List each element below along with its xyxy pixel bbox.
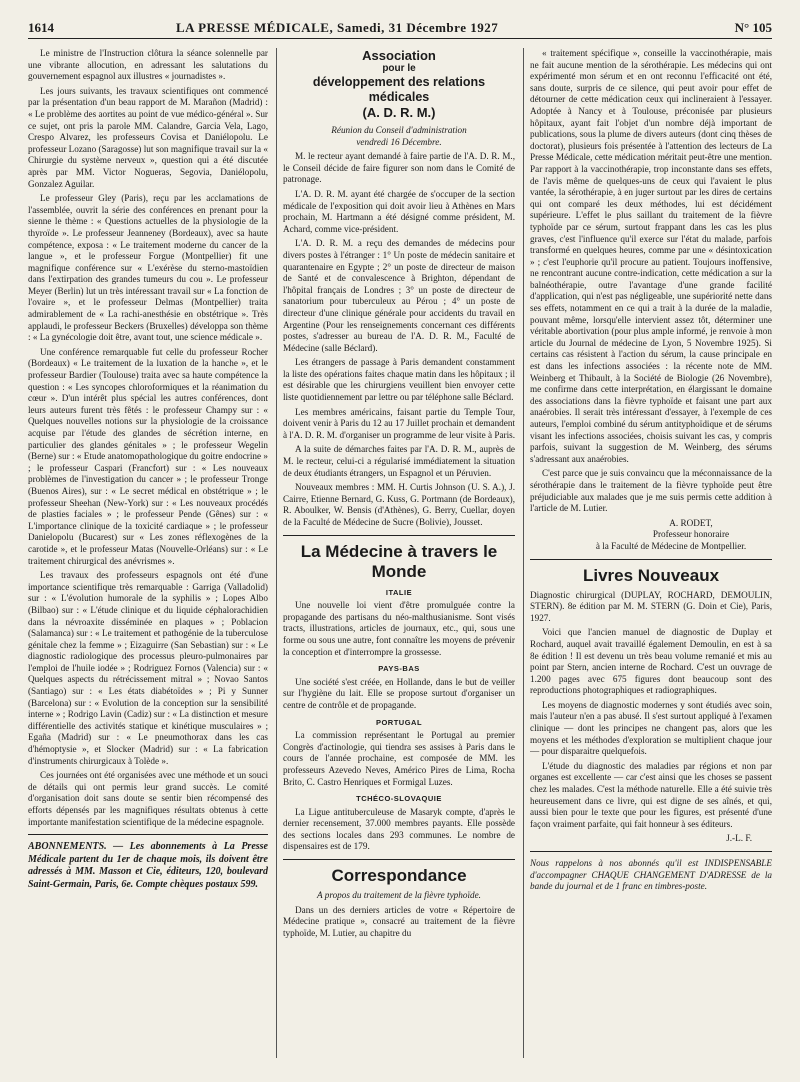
country-heading: PORTUGAL [375,717,423,727]
column-divider [523,48,524,1058]
country-heading: TCHÉCO-SLOVAQUIE [356,794,442,804]
country-heading: PAYS-BAS [378,664,420,674]
paragraph: Le ministre de l'Instruction clôtura la séance solennelle par une vibrante allocution, en adressant les salutations du gouvernement espagnol aux illustres « journadistes ». [28,48,268,82]
column-divider [276,48,277,1058]
meeting-line: Réunion du Conseil d'administration [331,125,467,135]
page-header [28,20,772,39]
paragraph: L'A. D. R. M. a reçu des demandes de médecins pour divers postes à l'étranger : 1° Un poste de médecin sanitaire et quarantenaire en Egypte ; 2° un poste de directeur de maison de Santé et de convalescence à Brighton, dépendant de l'hôpital français de Londres ; 3° un poste de directeur de sanatorium pour tuberculeux au Pérou ; 4° un poste de directeur d'une clinique générale pour accidents du travail en Argentine (Pour les renseignements concernant ces différents postes, s'adresser au bureau de l'A. D. R. M., Faculté de Médecine (salle Béclard). [283,238,515,353]
paragraph: A la suite de démarches faites par l'A. D. R. M., auprès de M. le recteur, celui-ci a régularisé immédiatement la situation de deux étudiants étrangers, un Espagnol et un Péruvien. [283,444,515,478]
paragraph: Les jours suivants, les travaux scientifiques ont commencé par la présentation d'un beau rapport de M. Marañon (Madrid) : « Le problème des aortites au point de vue médico-général ». Sur ce sujet, ont pris la parole MM. Calandre, Garcia Vela, Lago, Crespo Alvarez, les professeurs Covisa et Daniélopolu. Le professeur Lozano (Saragosse) lut son magnifique travail sur la « Chirurgie du système nerveux », question qui a été discutée après par MM. Victor Nogueras, Segovia, Daniélopolu, Gonzalez Aguilar. [28,85,268,189]
divider [283,859,515,860]
assoc-title: développement des relations médicales [312,75,486,104]
signature-title: Professeur honoraire [652,529,730,540]
signature-title: à la Faculté de Médecine de Montpellier. [595,540,747,551]
paragraph: Voici que l'ancien manuel de diagnostic de Duplay et Rochard, auquel avait travaillé également Demoulin, en est à sa 8e édition ! Il est devenu un très beau volume remanié et mis au point par Stern, ancien interne de Rochard. C'est un ouvrage de 1.200 pages avec 675 figures dont beaucoup sont des reproductions photographiques et radiographiques. [530,627,772,696]
paragraph: Nouveaux membres : MM. H. Curtis Johnson (U. S. A.), J. Cairre, Etienne Bernard, G. Kuss, G. Portmann (de Bordeaux), R. Aboulker, W. Bensis (d'Athènes), G. Berry, Cuellar, doyen de la Faculté de Médecine de Sucre (Bolivie), Jousset. [283,482,515,527]
paragraph: Dans un des derniers articles de votre « Répertoire de Médecine pratique », consacré au traitement de la fièvre typhoïde, M. Lutier, au chapitre du [283,904,515,938]
subscription-notice: ABONNEMENTS. — Les abonnements à La Presse Médicale partent du 1er de chaque mois, ils doivent être adressés à MM. Masson et Cie, éditeurs, 120, boulevard Saint-Germain, Paris, 6e. Compte chèques postaux 599. [28,841,268,890]
country-heading: ITALIE [385,587,413,597]
paragraph: Les étrangers de passage à Paris demandent constamment la liste des opérations faites chaque matin dans les hôpitaux ; il est désirable que les chirurgiens veuillent bien envoyer cette liste quotidiennement par lettre ou par téléphone salle Béclard. [283,357,515,403]
paragraph: Les moyens de diagnostic modernes y sont étudiés avec soin, mais l'auteur n'en a pas abusé. Il s'est surtout appliqué à l'examen clinique — dont les principes ne changent pas, alors que les moyens et les méthodes d'exploration se multiplient chaque jour — pour disparaitre quelquefois. [530,699,772,757]
paragraph: L'A. D. R. M. ayant été chargée de s'occuper de la section médicale de l'exposition qui doit avoir lieu à Athènes en Mars prochain, M. Hartmann a été désigné comme président, M. Achard, comme vice-président. [283,188,515,234]
paragraph: L'étude du diagnostic des maladies par régions et non par organes est excellente — car c'est ainsi que les choses se passent chez les malades. C'est la méthode naturelle. Elle a été suivie très heureusement dans ce livre, qui est digne de ses aînés, et qui, aussi bien pour le texte que pour les figures, est présenté d'une façon vraiment parfaite, qui fait honneur à ses éditeurs. [530,760,772,829]
address-notice: Nous rappelons à nos abonnés qu'il est INDISPENSABLE d'accompagner CHAQUE CHANGEMENT D'ADRESSE de la bande du journal et de 1 franc en timbres-poste. [530,858,772,892]
paragraph: Les travaux des professeurs espagnols ont été d'une importance scientifique très remarquable : Garriga (Valladolid) sur : « L'évolution humorale de la syphilis » ; Lopes Albo (Bilbao) sur : « L'étude clinique et du liquide céphalorachidien dans la névroaxite disséminée en plaques » ; Poblacion (Salamanca) sur : « Le traitement et pathogénie de la tuberculose génitale chez la femme » ; Eizaguirre (San Sebastian) sur : « Le diagnostic radiologique des processus pleuro-pulmonaires par l'emploi de l'huile iodée » ; Rodriguez Fornos (Valencia) sur : « Quelques aspects du rétrécissement mitral » ; Novao Santos (Santiago) sur : « Les états diabétoïdes » ; Pi y Sunner (Barcelona) sur : « Evolution de la conception sur la sensibilité interne » ; Rodrigo Lavin (Cadiz) sur : « La distinction et mesure différentielle des activités statique et kinétique musculaires » ; Egaña (Madrid) sur : « Le pneumothorax dans les cas d'hémoptysie », et Slocker (Madrid) sur : « La fabrication d'instruments chirurgicaux à Tolède ». [28,570,268,766]
divider [530,851,772,852]
book-reference: Diagnostic chirurgical (DUPLAY, ROCHARD, DEMOULIN, STERN). 8e édition par M. M. STERN (G. Doin et Cie), Paris, 1927. [530,589,772,623]
column-1 [28,48,268,1048]
paragraph: C'est parce que je suis convaincu que la méconnaissance de la sérothérapie dans le traitement de la fièvre typhoïde peut être préjudiciable aux malades que je me suis permis cette addition à l'article de M. Lutier. [530,468,772,514]
letter-subject: A propos du traitement de la fièvre typhoïde. [317,890,481,901]
paragraph: La commission représentant le Portugal au premier Congrès d'actinologie, qui tiendra ses assises à Paris dans le cours de l'année prochaine, est composée de MM. les professeurs Azevedo Neves, Américo Pires de Lima, Rocha Brito, C. Castro Henriques et Formigal Luzes. [283,730,515,787]
paragraph: Une conférence remarquable fut celle du professeur Rocher (Bordeaux) « Le traitement de la luxation de la hanche », et le professeur Bardier (Toulouse) traita avec sa haute compétence la question : « Les syncopes chloroformiques et la réanimation du cœur ». D'un intérêt plus spécial les autres conférences, dont leurs auteurs furent très fêtés : le professeur Champy sur : « Quelques nouvelles notions sur la physiologie de la croissance acquise par l'étude des glandes de sécrétion interne, en particulier des glandes génitales » ; le professeur Wegelin (Berne) sur : « Etude anatomopathologique du goitre endocrine » ; le professeur Caspari (Francfort) sur : « Les nouveaux problèmes de l'investigation du cancer » ; le professeur Tronge (Buenos Aires), sur : « Le secret médical en obstétrique » ; le professeur Sheehan (New-York) sur : « Les nouveaux procédés de plasties faciales » ; le professeur Pende (Gênes) sur : « L'importance clinique de la toxicité cardiaque » ; le professeur Danielopolu (Bucarest) sur « Les zones réflexogènes de la carotide », et le professeur Matas (Nouvelle-Orléans) sur : « Le traitement chirurgical des anévrismes ». [28,346,268,566]
section-title: Correspondance [331,866,467,886]
divider [283,535,515,536]
section-title: Livres Nouveaux [582,565,720,585]
paragraph: Le professeur Gley (Paris), reçu par les acclamations de l'assemblée, ouvrit la série des conférences en prenant pour la sienne le thème : « Questions actuelles de la physiologie de la thyroïde ». Le professeur Jeanneney (Bordeaux), avec sa haute compétence, exposa : « Le traitement moderne du cancer de la langue », et le professeur Forgue (Montpellier) fit une magnifique conférence sur « L'exérèse du sterno-mastoïdien dans l'extirpation des grandes tumeurs du cou ». Le professeur Meyer (Berlin) lut un très intéressant travail sur « La fonction de l'ovaire », et le professeur Delmas (Montpellier) traita admirablement de « La rachi-anesthésie en obstétrique ». Très applaudi, le professeur Beckers (Bruxelles) développa son thème : « La gynécologie doit être, avant tout, une science médicale ». [28,193,268,343]
issue-number: N° 105 [734,20,772,35]
column-2 [283,48,515,1048]
paragraph: Une nouvelle loi vient d'être promulguée contre la propagande des partisans du néo-malthusianisme. Sont visés tracts, illustrations, articles de journaux, etc., qui, sous une forme ou sous une autre, font connaître les moyens de prévenir la conception et d'interrompre la grossesse. [283,600,515,657]
review-signature: J.-L. F. [726,833,752,844]
assoc-title: Association [362,48,436,63]
signature-name: A. RODET, [669,517,713,528]
assoc-title: pour le [382,63,416,74]
journal-title: LA PRESSE MÉDICALE, Samedi, 31 Décembre 1927 [176,20,499,35]
paragraph: Ces journées ont été organisées avec une méthode et un souci de détails qui ont permis leur grand succès. Le comité d'organisation doit sans doute se sentir bien récompensé des efforts dépensés par les magnifiques résultats obtenus à cette importante manifestation scientifique de la médecine espagnole. [28,770,268,827]
page-number: 1614 [28,20,54,35]
divider [28,834,268,835]
divider [530,559,772,560]
paragraph: Une société s'est créée, en Hollande, dans le but de veiller sur l'hygiène du lait. Elle se propose surtout d'organiser un centre de contrôle et de propagande. [283,676,515,710]
column-3 [530,48,772,1048]
section-title: La Médecine à travers le Monde [300,541,498,581]
paragraph: M. le recteur ayant demandé à faire partie de l'A. D. R. M., le Conseil décide de faire figurer son nom dans le Comité de patronage. [283,151,515,185]
paragraph: La Ligue antituberculeuse de Masaryk compte, d'après le dernier recensement, 37.000 membres payants. Elle possède des sections locales dans 293 communes. Le nombre de dispensaires est de 179. [283,806,515,852]
assoc-title: (A. D. R. M.) [362,105,436,120]
meeting-date: vendredi 16 Décembre. [356,136,442,147]
paragraph: Les membres américains, faisant partie du Temple Tour, doivent venir à Paris du 12 au 17 Juillet prochain et demandent à l'A. D. R. M. d'organiser un programme de leur visite à Paris. [283,406,515,440]
paragraph: « traitement spécifique », conseille la vaccinothérapie, mais ne fait aucune mention de la sérothérapie. Les médecins qui ont expérimenté mon sérum et en ont reconnu l'efficacité ont été, sans doute, surpris de ce silence, qui peut avoir pour effet de détourner de cette médication ceux qui inclineraient à l'essayer. Adoptée à Nancy et à Toulouse, préconisée par plusieurs hôpitaux, ayant fait l'objet d'un nombre déjà important de publications, sous la plume de divers auteurs (dont cinq thèses de doctorat), plusieurs fois présentée à l'attention des lecteurs de La Presse Médicale, cette médication méritait peut-être une mention. Par rapport à la vaccinothérapie, trop inconstante dans ses effets, de l'avis même de quelques-uns de ceux qui l'avaient le plus vantée, la sérothérapie, à en juger surtout par les dires de certains qui ont comparé les deux méthodes, lui est décidément supérieure. L'effet le plus saillant du traitement de la fièvre typhoïde par ce sérum, surtout frappant dans les cas les plus graves, c'est l'influence qu'il exerce sur l'état du malade, parfois transformé en quelques heures, comme par une « désintoxication » ; c'est l'euphorie qu'il procure au patient. Toujours inoffensive, ne rencontrant aucune contre-indication, cette médication a sur la balnéothérapie, outre l'avantage d'une grande facilité d'application, qui n'est pas négligeable, une supériorité nette dans ses effets, notamment en ce qui a trait à la durée de la maladie, pouvant même, lorsqu'elle intervient assez tôt, déterminer une véritable abortivation (pour plus ample informé, je renvoie à mon article du Journal de médecine de Lyon, 5 Novembre 1925). Si certains cas résistent à l'action du sérum, la cause principale en est dans les infections associées : la récente note de MM. Weinberg et Thibault, à la Société de Biologie (26 Novembre), me confirme dans cette interprétation, en élargissant le domaine des associations dans la fièvre typhoïde et faisant une part aux anaérobies. Il serait très intéressant d'essayer, à l'exemple de ces auteurs, l'emploi combiné du sérum antityphoïdique et de sérums visant les infections associées, choisis suivant les cas, y compris parfois, suivant la suggestion de M. Weinberg, des sérums s'adressant aux anaérobies. [530,48,772,464]
